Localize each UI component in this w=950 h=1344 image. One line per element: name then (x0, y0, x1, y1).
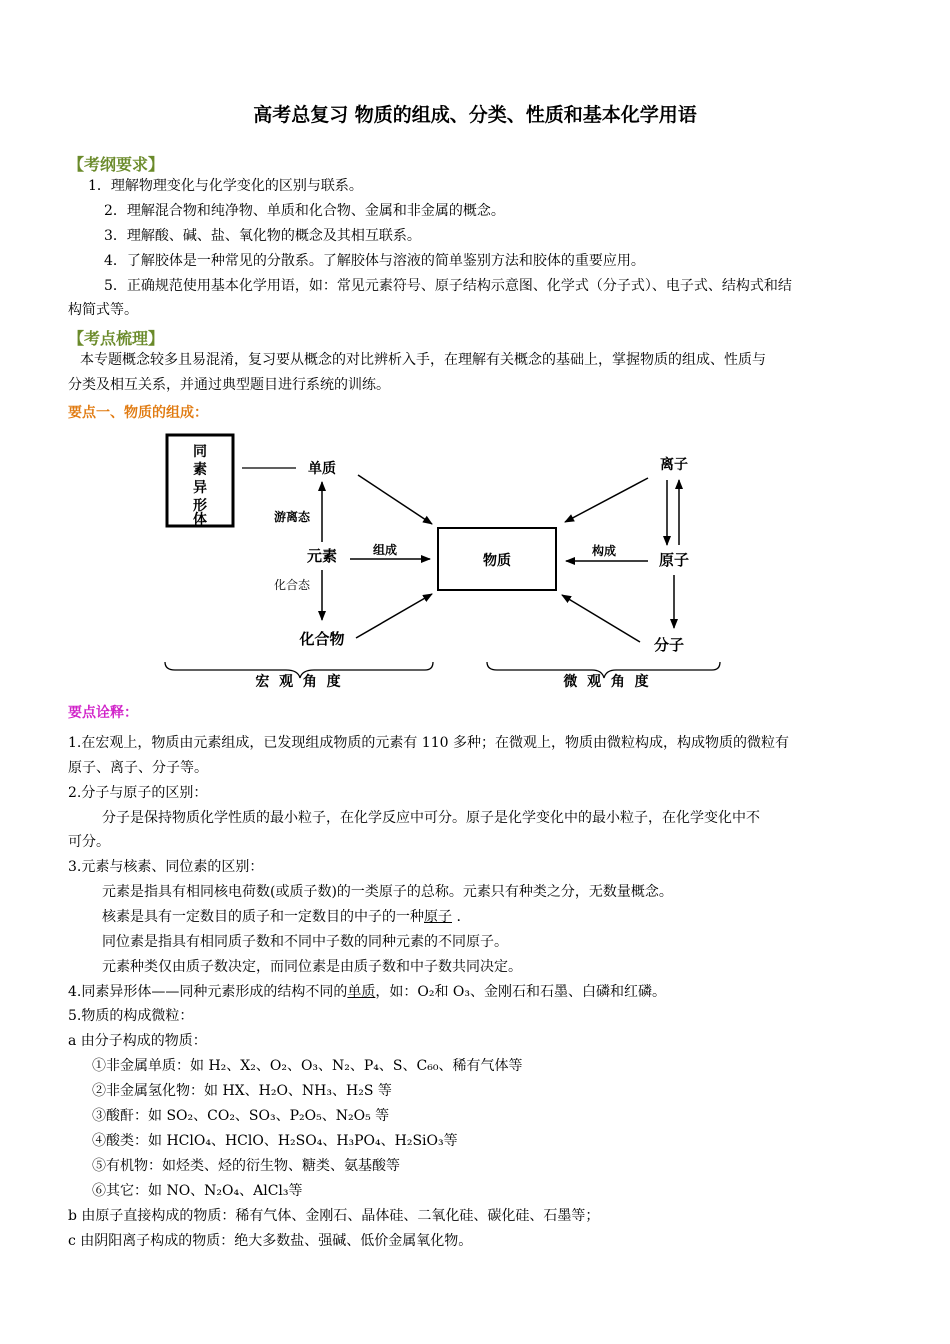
allotrope-char: 形 (193, 498, 207, 514)
review-line-2: 分类及相互关系，并通过典型题目进行系统的训练。 (68, 377, 390, 393)
note-4: 4.同素异形体——同种元素形成的结构不同的单质，如：O₂和 O₃、金刚石和石墨、白磷和红磷。 (68, 984, 666, 1000)
atom-label: 原子 (658, 551, 690, 569)
note-5a-2: ②非金属氢化物：如 HX、H₂O、NH₃、H₂S 等 (92, 1083, 392, 1099)
note-5b: b 由原子直接构成的物质：稀有气体、金刚石、晶体硅、二氧化硅、碳化硅、石墨等； (68, 1208, 600, 1224)
note-2b: 可分。 (68, 834, 110, 850)
note-3c: 同位素是指具有相同质子数和不同中子数的同种元素的不同原子。 (102, 934, 508, 950)
allotrope-char: 素 (193, 462, 207, 478)
exam-req-item-4: 4．了解胶体是一种常见的分散系。了解胶体与溶液的简单鉴别方法和胶体的重要应用。 (104, 253, 645, 269)
review-heading: 【考点梳理】 (68, 329, 165, 348)
micro-label: 微 观 角 度 (563, 674, 649, 690)
compound-to-substance-arrow (356, 594, 432, 638)
compound-label: 化合物 (299, 630, 345, 648)
exam-req-item-1: 1．理解物理变化与化学变化的区别与联系。 (88, 178, 363, 194)
allotrope-char: 同 (193, 444, 207, 460)
substance-label: 物质 (483, 553, 511, 569)
molecule-label: 分子 (653, 636, 685, 654)
exam-req-item-3: 3．理解酸、碱、盐、氧化物的概念及其相互联系。 (104, 228, 421, 244)
note-5a-4: ④酸类：如 HClO₄、HClO、H₂SO₄、H₃PO₄、H₂SiO₃等 (92, 1133, 458, 1149)
simple-substance-label: 单质 (308, 461, 336, 477)
ion-label: 离子 (660, 457, 688, 473)
allotrope-char: 体 (193, 512, 207, 528)
ion-to-substance-arrow (565, 478, 648, 522)
note-1b: 原子、离子、分子等。 (68, 760, 208, 776)
note-3: 3.元素与核素、同位素的区别： (68, 859, 264, 875)
exam-requirements-heading: 【考纲要求】 (68, 155, 165, 174)
note-2: 2.分子与原子的区别： (68, 785, 208, 801)
compose-label: 组成 (372, 543, 398, 557)
note-5a-5: ⑤有机物：如烃类、烃的衍生物、糖类、氨基酸等 (92, 1158, 400, 1174)
page-title: 高考总复习 物质的组成、分类、性质和基本化学用语 (253, 104, 697, 126)
note-5a-1: ①非金属单质：如 H₂、X₂、O₂、O₃、N₂、P₄、S、C₆₀、稀有气体等 (92, 1058, 523, 1074)
exam-req-item-5-cont: 构简式等。 (68, 302, 138, 318)
free-state-label: 游离态 (273, 510, 311, 524)
notes-heading: 要点诠释： (68, 705, 138, 721)
combined-state-label: 化合态 (273, 578, 311, 592)
note-1a: 1.在宏观上，物质由元素组成，已发现组成物质的元素有 110 多种；在微观上，物质由微粒构成，构成物质的微粒有 (68, 735, 789, 751)
note-5c: c 由阴阳离子构成的物质：绝大多数盐、强碱、低价金属氧化物。 (68, 1233, 473, 1249)
element-label: 元素 (306, 547, 338, 565)
note-5: 5.物质的构成微粒： (68, 1008, 194, 1024)
exam-req-item-5: 5．正确规范使用基本化学用语，如：常见元素符号、原子结构示意图、化学式（分子式）、电子式、结构式和结 (104, 278, 792, 294)
note-5a: a 由分子构成的物质： (68, 1033, 207, 1049)
note-3d: 元素种类仅由质子数决定，而同位素是由质子数和中子数共同决定。 (102, 959, 522, 975)
note-5a-6: ⑥其它：如 NO、N₂O₄、AlCl₃等 (92, 1183, 303, 1199)
macro-label: 宏 观 角 度 (255, 674, 341, 690)
composition-diagram (0, 420, 950, 700)
note-2a: 分子是保持物质化学性质的最小粒子，在化学反应中可分。原子是化学变化中的最小粒子，在化学变化中不 (102, 810, 760, 826)
allotrope-char: 异 (193, 480, 207, 496)
key-point-1: 要点一、物质的组成： (68, 405, 208, 421)
note-5a-3: ③酸酐：如 SO₂、CO₂、SO₃、P₂O₅、N₂O₅ 等 (92, 1108, 390, 1124)
construct-label: 构成 (591, 544, 617, 558)
exam-req-item-2: 2．理解混合物和纯净物、单质和化合物、金属和非金属的概念。 (104, 203, 505, 219)
note-3a: 元素是指具有相同核电荷数(或质子数)的一类原子的总称。元素只有种类之分，无数量概念。 (102, 884, 673, 900)
molecule-to-substance-arrow (562, 595, 640, 642)
note-3b: 核素是具有一定数目的质子和一定数目的中子的一种原子 . (102, 909, 461, 925)
simple-to-substance-arrow (358, 475, 432, 524)
review-line-1: 本专题概念较多且易混淆，复习要从概念的对比辨析入手，在理解有关概念的基础上，掌握物质的组成、性质与 (80, 352, 766, 368)
